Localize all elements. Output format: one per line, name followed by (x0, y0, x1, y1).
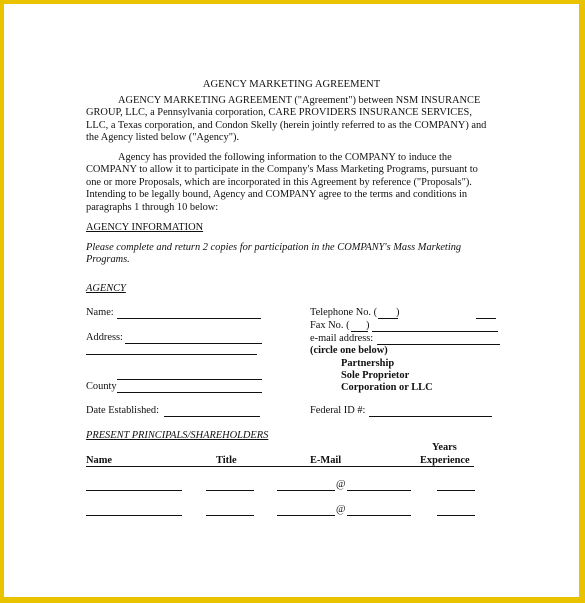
agency-heading: AGENCY (86, 283, 126, 294)
fax-label: Fax No. ( (310, 320, 350, 331)
agency-information-heading: AGENCY INFORMATION (86, 222, 204, 233)
instructions (86, 242, 506, 267)
instruction-line: Please complete and return 2 copies for participation in the COMPANY's Mass Marketing (86, 242, 462, 253)
fax-number-field[interactable] (372, 331, 498, 332)
date-established-field[interactable] (164, 416, 260, 417)
date-established-label: Date Established: (86, 405, 160, 416)
principals-heading: PRESENT PRINCIPALS/SHAREHOLDERS (86, 430, 269, 441)
fax-paren: ) (366, 320, 370, 331)
principal-experience-field[interactable] (437, 490, 475, 491)
county-label: County (86, 381, 117, 392)
email-field[interactable] (377, 344, 500, 345)
email-label: e-mail address: (310, 333, 374, 344)
at-sign: @ (336, 479, 346, 490)
title-column-header: Title (216, 455, 237, 466)
principal-email-domain-field[interactable] (347, 490, 411, 491)
principal-name-field[interactable] (86, 490, 182, 491)
instruction-line: Programs. (86, 254, 130, 266)
name-field[interactable] (117, 318, 261, 319)
document-title: AGENCY MARKETING AGREEMENT (202, 79, 381, 90)
address-field-3[interactable] (117, 379, 262, 380)
name-label: Name: (86, 307, 114, 318)
option-partnership[interactable]: Partnership (341, 358, 395, 369)
principal-name-field[interactable] (86, 515, 182, 516)
document-page (4, 4, 579, 597)
years-header-top: Years (432, 442, 457, 453)
option-corporation-llc[interactable]: Corporation or LLC (341, 382, 433, 393)
telephone-number-field[interactable] (476, 318, 496, 319)
intro-line: LLC, a Texas corporation, and Condon Skelly (herein jointly referred to as the COMPANY) and (86, 119, 487, 131)
telephone-label: Telephone No. ( (310, 307, 378, 318)
principal-title-field[interactable] (206, 515, 254, 516)
principal-title-field[interactable] (206, 490, 254, 491)
entity-type-instruction: (circle one below) (310, 345, 388, 356)
experience-column-header: Experience (420, 455, 470, 466)
principal-experience-field[interactable] (437, 515, 475, 516)
intro-line: the Agency listed below ("Agency"). (86, 132, 240, 144)
inducement-line: Intending to be legally bound, Agency and COMPANY agree to the terms and conditions in (86, 189, 468, 201)
address-field-2[interactable] (86, 354, 257, 355)
inducement-line: paragraphs 1 through 10 below: (86, 201, 219, 213)
inducement-line: Agency has provided the following information to the COMPANY to induce the (118, 152, 452, 163)
at-sign: @ (336, 504, 346, 515)
address-label: Address: (86, 332, 123, 343)
federal-id-label: Federal ID #: (310, 405, 366, 416)
county-field[interactable] (117, 392, 262, 393)
inducement-line: one or more Proposals, which are incorporated in this Agreement by reference ("Proposals"). (86, 176, 472, 188)
federal-id-field[interactable] (369, 416, 492, 417)
email-column-header: E-Mail (310, 455, 342, 466)
principal-email-user-field[interactable] (277, 490, 335, 491)
intro-line: AGENCY MARKETING AGREEMENT ("Agreement") between NSM INSURANCE (118, 95, 481, 106)
option-sole-proprietor[interactable]: Sole Proprietor (341, 370, 410, 381)
table-header-rule (86, 466, 474, 467)
inducement-line: COMPANY to allow it to participate in the Company's Mass Marketing Programs, pursuant to (86, 164, 478, 176)
principal-email-user-field[interactable] (277, 515, 335, 516)
principal-email-domain-field[interactable] (347, 515, 411, 516)
address-field-1[interactable] (125, 343, 262, 344)
name-column-header: Name (86, 455, 112, 466)
telephone-area-code-field[interactable] (378, 318, 398, 319)
telephone-paren: ) (396, 307, 400, 318)
intro-paragraph (86, 95, 506, 145)
intro-line: GROUP, LLC, a Pennsylvania corporation, CARE PROVIDERS INSURANCE SERVICES, (86, 107, 472, 119)
inducement-paragraph (86, 152, 506, 214)
